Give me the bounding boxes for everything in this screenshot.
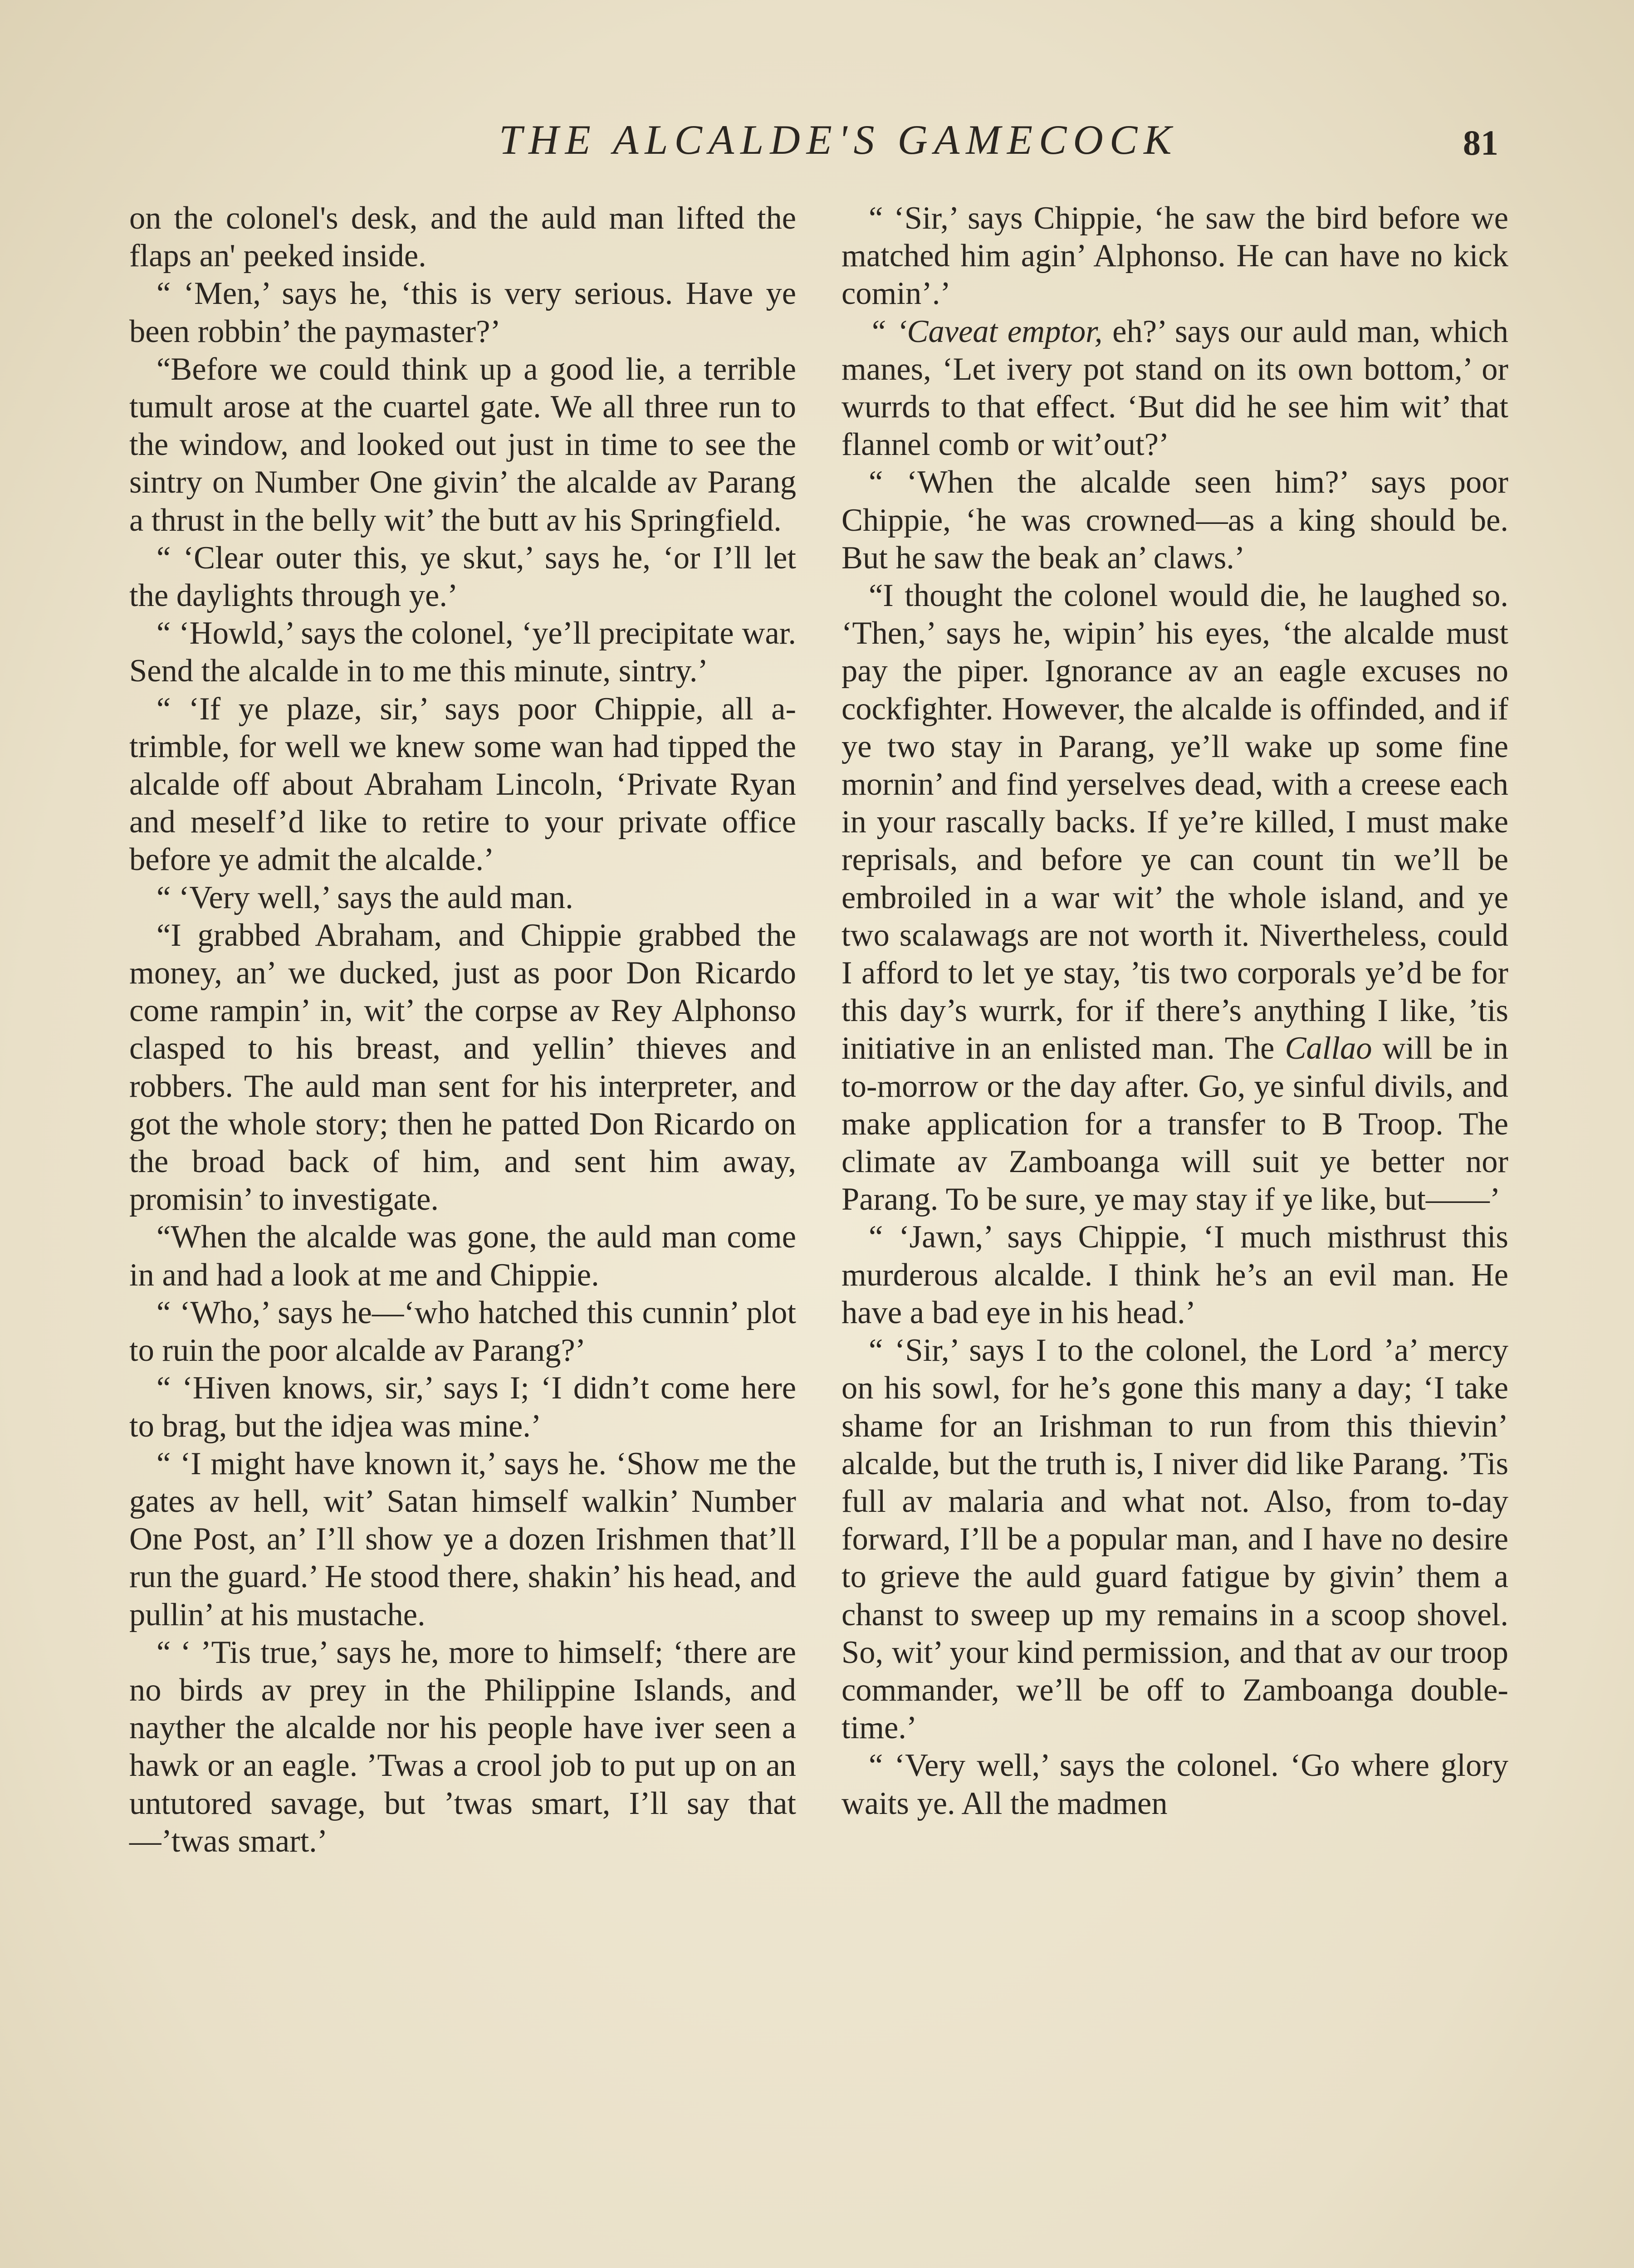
paragraph [841, 577, 1508, 1218]
running-title: THE ALCALDE'S GAMECOCK [499, 117, 1178, 163]
paragraph [841, 313, 1508, 464]
ship-name: Callao [1285, 1031, 1372, 1066]
paragraph: “Before we could think up a good lie, a terrible tumult arose at the cuartel gate. We all three run to the window, and looked out just in time to see the sintry on Number One givin’ the alcalde av Parang a thrust in the belly wit’ the butt av his Springfield. [129, 351, 796, 538]
paragraph: “I grabbed Abraham, and Chippie grabbed the money, an’ we ducked, just as poor Don Ricardo come rampin’ in, wit’ the corpse av Rey Alphonso clasped to his breast, and yellin’ thieves and robbers. The auld man sent for his interpreter, and got the whole story; then he patted Don Ricardo on the broad back of him, and sent him away, promisin’ to investigate. [129, 917, 796, 1217]
paragraph: “When the alcalde was gone, the auld man come in and had a look at me and Chippie. [129, 1219, 796, 1293]
paragraph: “ ‘I might have known it,’ says he. ‘Show me the gates av hell, wit’ Satan himself walkin’ Number One Post, an’ I’ll show ye a dozen Irishmen that’ll run the guard.’ He stood there, shakin’ his head, and pullin’ at his mustache. [129, 1446, 796, 1633]
paragraph: “ ‘Very well,’ says the colonel. ‘Go where glory waits ye. All the madmen [841, 1748, 1508, 1821]
page-number: 81 [1463, 123, 1498, 162]
left-column [129, 200, 796, 1860]
paragraph: “ ‘Men,’ says he, ‘this is very serious. Have ye been robbin’ the paymaster?’ [129, 276, 796, 349]
paragraph-text: “I thought the colonel would die, he laughed so. ‘Then,’ says he, wipin’ his eyes, ‘the alcalde must pay the piper. Ignorance av an eagle excuses no cockfighter. However, the alcalde is offinded, and if ye two stay in Parang, ye’ll wake up some fine mornin’ and find yerselves dead, with a creese each in your rascally backs. If ye’re killed, I must make reprisals, and before ye can count tin we’ll be embroiled in a war wit’ the whole island, and ye two scalawags are not worth it. Nivertheless, could I afford to let ye stay, ’tis two corporals ye’d be for this day’s wurrk, for if there’s anything I like, ’tis initiative in an enlisted man. The [841, 578, 1508, 1066]
paragraph: on the colonel's desk, and the auld man lifted the flaps an' peeked inside. [129, 200, 796, 274]
paragraph: “ ‘When the alcalde seen him?’ says poor Chippie, ‘he was crowned—as a king should be. But he saw the beak an’ claws.’ [841, 464, 1508, 576]
paragraph: “ ‘Sir,’ says I to the colonel, the Lord ’a’ mercy on his sowl, for he’s gone this many a day; ‘I take shame for an Irishman to run from this thievin’ alcalde, but the truth is, I niver did like Parang. ’Tis full av malaria and what not. Also, from to-day forward, I’ll be a popular man, and I have no desire to grieve the auld guard fatigue by givin’ them a chanst to sweep up my remains in a scoop shovel. So, wit’ your kind permission, and that av our troop commander, we’ll be off to Zamboanga double-time.’ [841, 1333, 1508, 1746]
paragraph: “ ‘Jawn,’ says Chippie, ‘I much misthrust this murderous alcalde. I think he’s an evil man. He have a bad eye in his head.’ [841, 1219, 1508, 1330]
right-column [841, 200, 1508, 1823]
paragraph-text: will be in to-morrow or the day after. Go, ye sinful divils, and make application for a transfer to B Troop. The climate av Zamboanga will suit ye better nor Parang. To be sure, ye may stay if ye like, but——’ [841, 1031, 1508, 1217]
paragraph-text: eh?’ says our auld man, which manes, ‘Let ivery pot stand on its own bottom,’ or wurrds to that effect. ‘But did he see him wit’ that flannel comb or wit’out?’ [841, 313, 1508, 463]
paragraph: “ ‘Howld,’ says the colonel, ‘ye’ll precipitate war. Send the alcalde in to me this minute, sintry.’ [129, 616, 796, 689]
paragraph: “ ‘Clear outer this, ye skut,’ says he, ‘or I’ll let the daylights through ye.’ [129, 540, 796, 614]
paragraph: “ ‘Sir,’ says Chippie, ‘he saw the bird before we matched him agin’ Alphonso. He can have no kick comin’.’ [841, 200, 1508, 312]
latin-phrase: “ ‘Caveat emptor, [869, 313, 1103, 349]
paragraph: “ ‘Hiven knows, sir,’ says I; ‘I didn’t come here to brag, but the idjea was mine.’ [129, 1370, 796, 1444]
paragraph: “ ‘ ’Tis true,’ says he, more to himself; ‘there are no birds av prey in the Philippine Islands, and nayther the alcalde nor his people have iver seen a hawk or an eagle. ’Twas a crool job to put up on an untutored savage, but ’twas smart, I’ll say that—’twas smart.’ [129, 1634, 796, 1859]
paragraph: “ ‘If ye plaze, sir,’ says poor Chippie, all a-trimble, for well we knew some wan had tipped the alcalde off about Abraham Lincoln, ‘Private Ryan and meself’d like to retire to your private office before ye admit the alcalde.’ [129, 691, 796, 878]
paragraph: “ ‘Very well,’ says the auld man. [157, 880, 573, 915]
paragraph: “ ‘Who,’ says he—‘who hatched this cunnin’ plot to ruin the poor alcalde av Parang?’ [129, 1295, 796, 1369]
